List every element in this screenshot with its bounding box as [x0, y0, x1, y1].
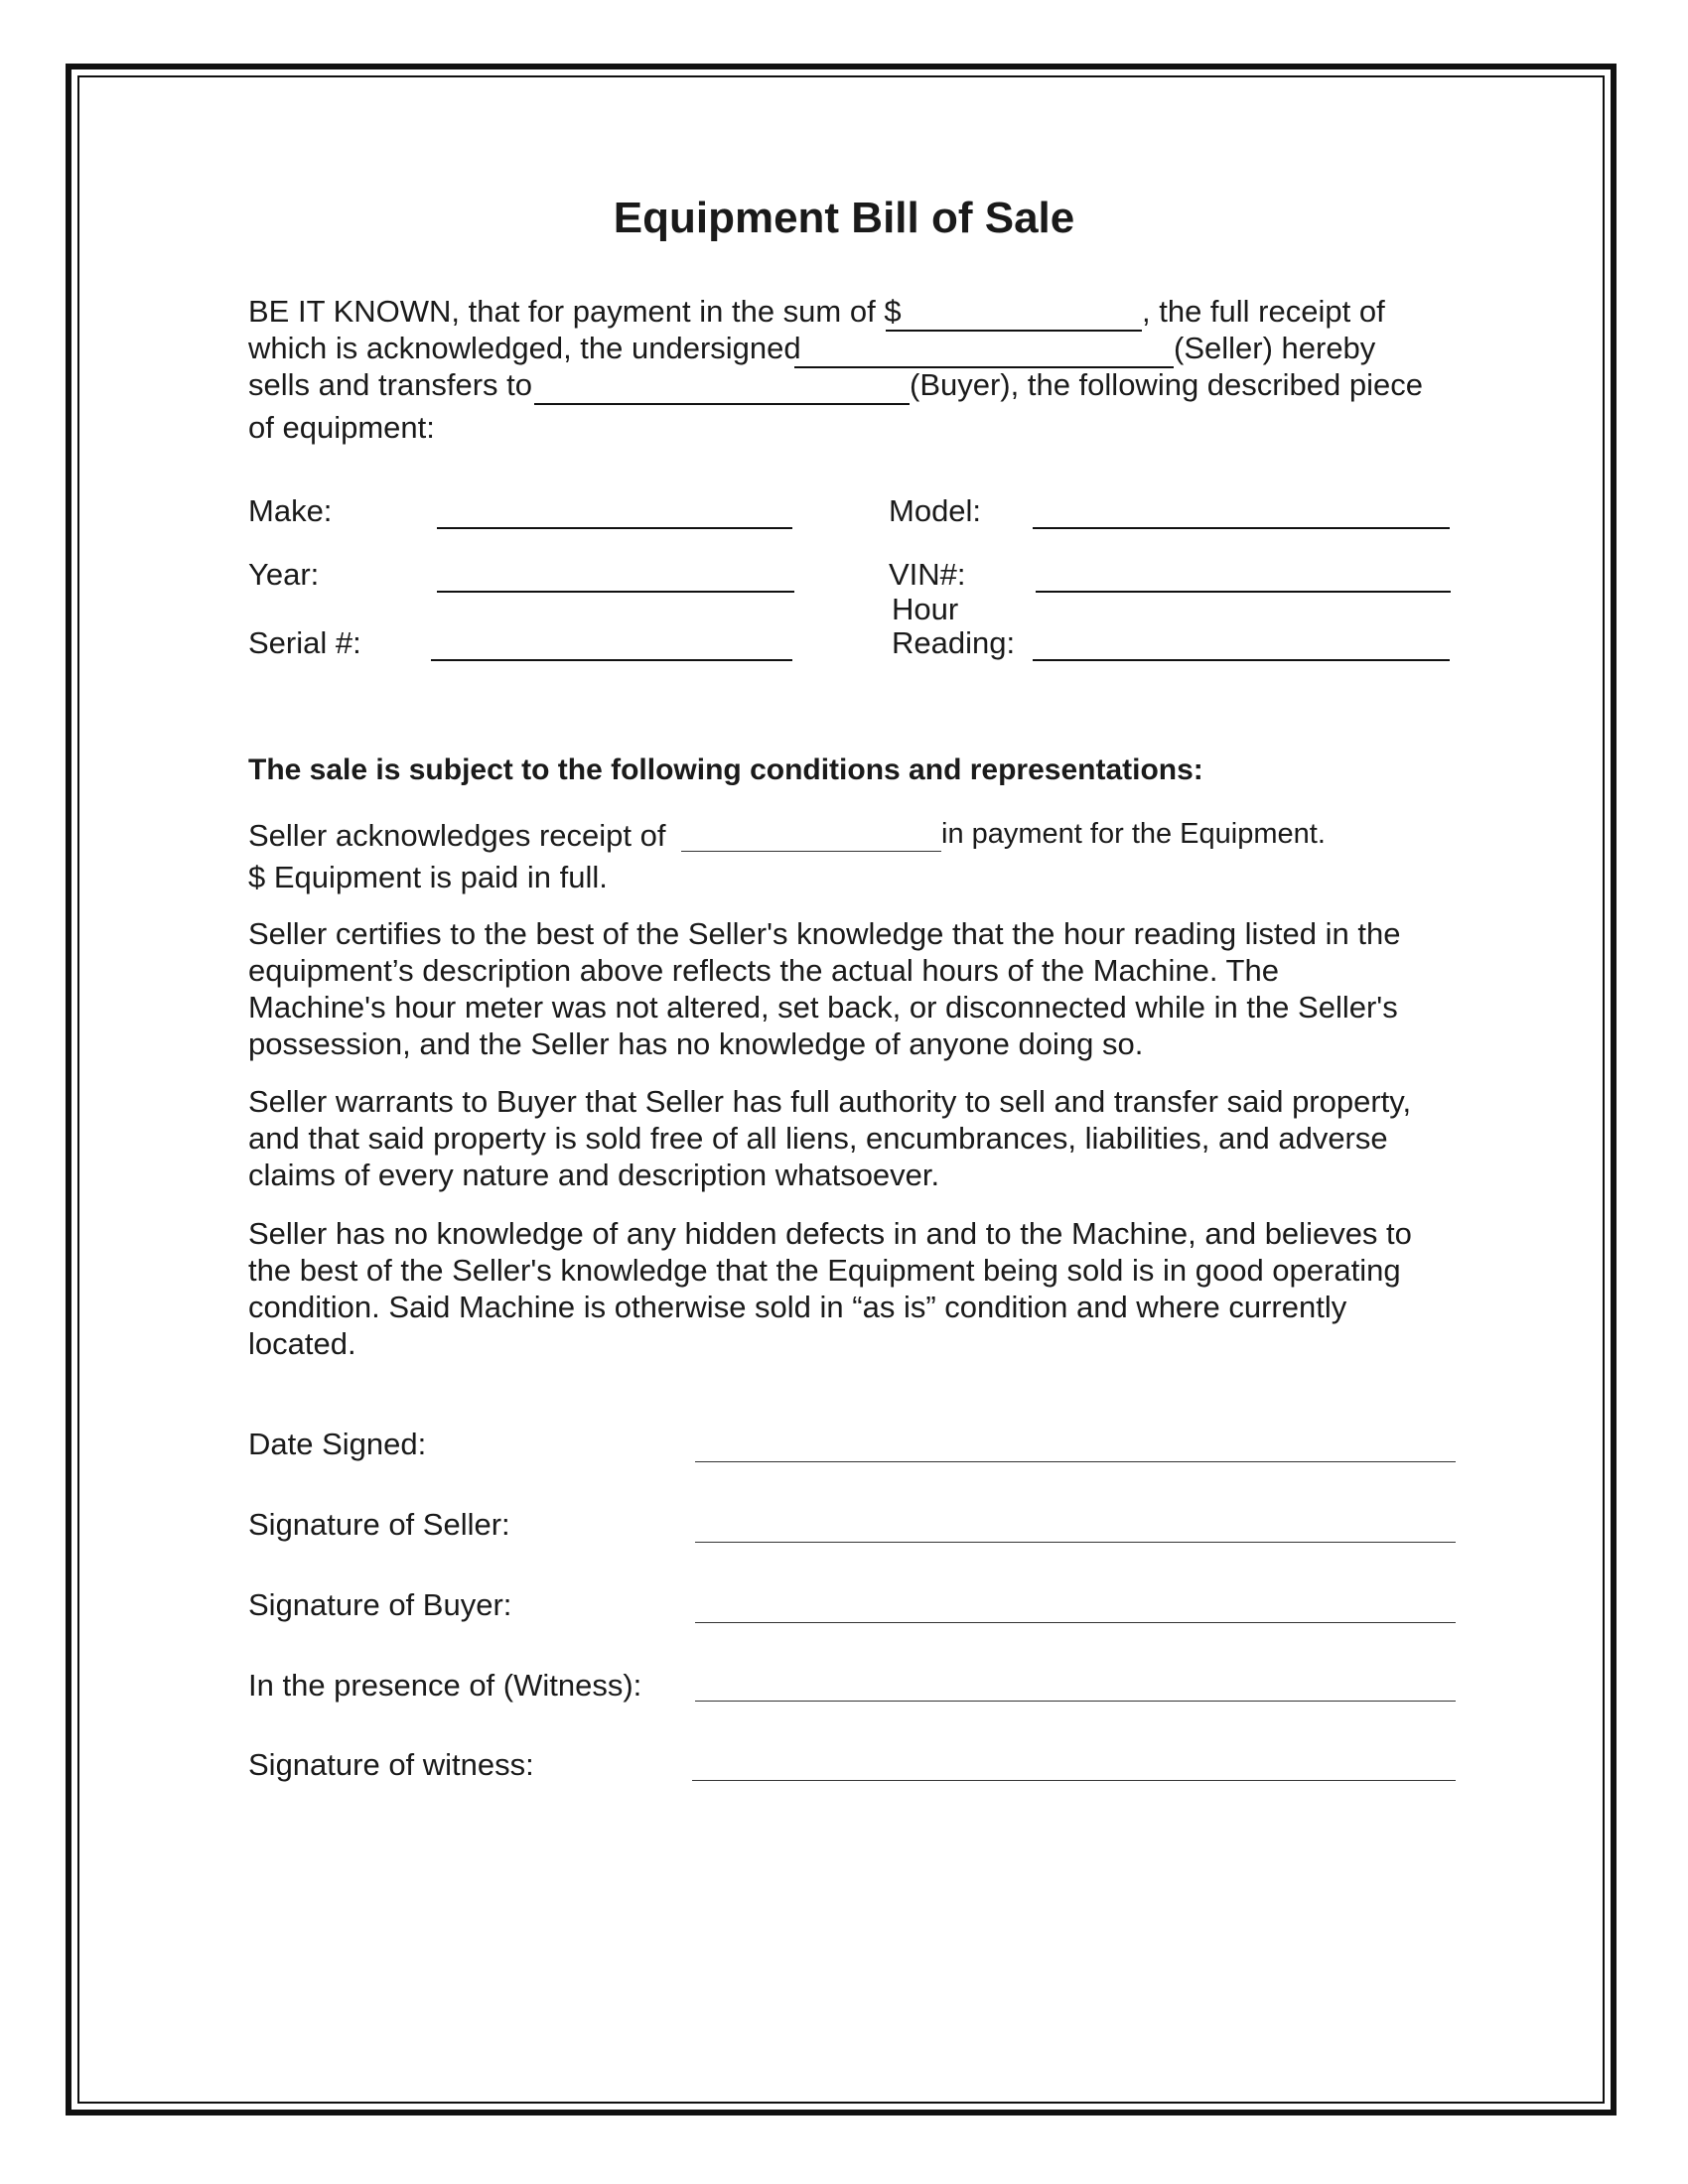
seller-signature-field[interactable] — [695, 1542, 1456, 1543]
intro-line-4: of equipment: — [248, 410, 435, 445]
hidden-defects-statement: Seller has no knowledge of any hidden defects in and to the Machine, and believes to the best of the Seller's knowledge that the Equipment being sold is in good operating condition. Said Machine is otherwise sold in “as is” condition and where currently located. — [248, 1216, 1412, 1361]
intro-line-1b: , the full receipt of — [1142, 294, 1385, 329]
hour-reading-field[interactable] — [1033, 659, 1450, 661]
witness-name-field[interactable] — [695, 1701, 1456, 1702]
date-signed-label: Date Signed: — [248, 1427, 427, 1461]
receipt-text-a: Seller acknowledges receipt of — [248, 818, 666, 853]
make-label: Make: — [248, 493, 333, 528]
vin-label: VIN#: — [889, 557, 966, 592]
buyer-signature-field[interactable] — [695, 1622, 1456, 1623]
model-label: Model: — [889, 493, 982, 528]
make-field[interactable] — [437, 527, 792, 529]
date-signed-field[interactable] — [695, 1461, 1456, 1462]
witness-presence-label: In the presence of (Witness): — [248, 1668, 642, 1703]
document-title: Equipment Bill of Sale — [613, 194, 1075, 242]
year-label: Year: — [248, 557, 320, 592]
authority-warranty: Seller warrants to Buyer that Seller has full authority to sell and transfer said property, and that said property is sold free of all liens, encumbrances, liabilities, and adverse claims of every nature and description whatsoever. — [248, 1084, 1412, 1192]
hour-meter-certification: Seller certifies to the best of the Seller's knowledge that the hour reading listed in the equipment’s description above reflects the actual hours of the Machine. The Machine's hour meter was not altered, set back, or disconnected while in the Seller's possession, and the Seller has no knowledge of anyone doing so. — [248, 916, 1401, 1061]
intro-line-1a: BE IT KNOWN, that for payment in the sum of $ — [248, 294, 902, 329]
witness-signature-label: Signature of witness: — [248, 1747, 534, 1782]
hour-reading-label-line2: Reading: — [892, 625, 1016, 660]
serial-field[interactable] — [431, 659, 792, 661]
payment-amount-blank[interactable] — [886, 330, 1142, 332]
witness-signature-field[interactable] — [692, 1780, 1456, 1781]
receipt-text-b: in payment for the Equipment. — [941, 818, 1326, 850]
conditions-heading: The sale is subject to the following conditions and representations: — [248, 753, 1203, 786]
seller-signature-label: Signature of Seller: — [248, 1507, 510, 1542]
vin-field[interactable] — [1036, 591, 1451, 593]
hour-reading-label-line1: Hour — [892, 592, 959, 626]
intro-line-3b: (Buyer), the following described piece — [910, 367, 1423, 402]
buyer-signature-label: Signature of Buyer: — [248, 1587, 512, 1622]
intro-line-2a: which is acknowledged, the undersigned — [248, 331, 801, 365]
intro-line-2b: (Seller) hereby — [1174, 331, 1376, 365]
serial-label: Serial #: — [248, 625, 361, 660]
receipt-amount-blank[interactable] — [681, 851, 941, 852]
year-field[interactable] — [437, 591, 794, 593]
model-field[interactable] — [1033, 527, 1450, 529]
intro-line-3a: sells and transfers to — [248, 367, 533, 402]
buyer-name-blank[interactable] — [534, 403, 910, 405]
paid-in-full-text: $ Equipment is paid in full. — [248, 860, 608, 894]
